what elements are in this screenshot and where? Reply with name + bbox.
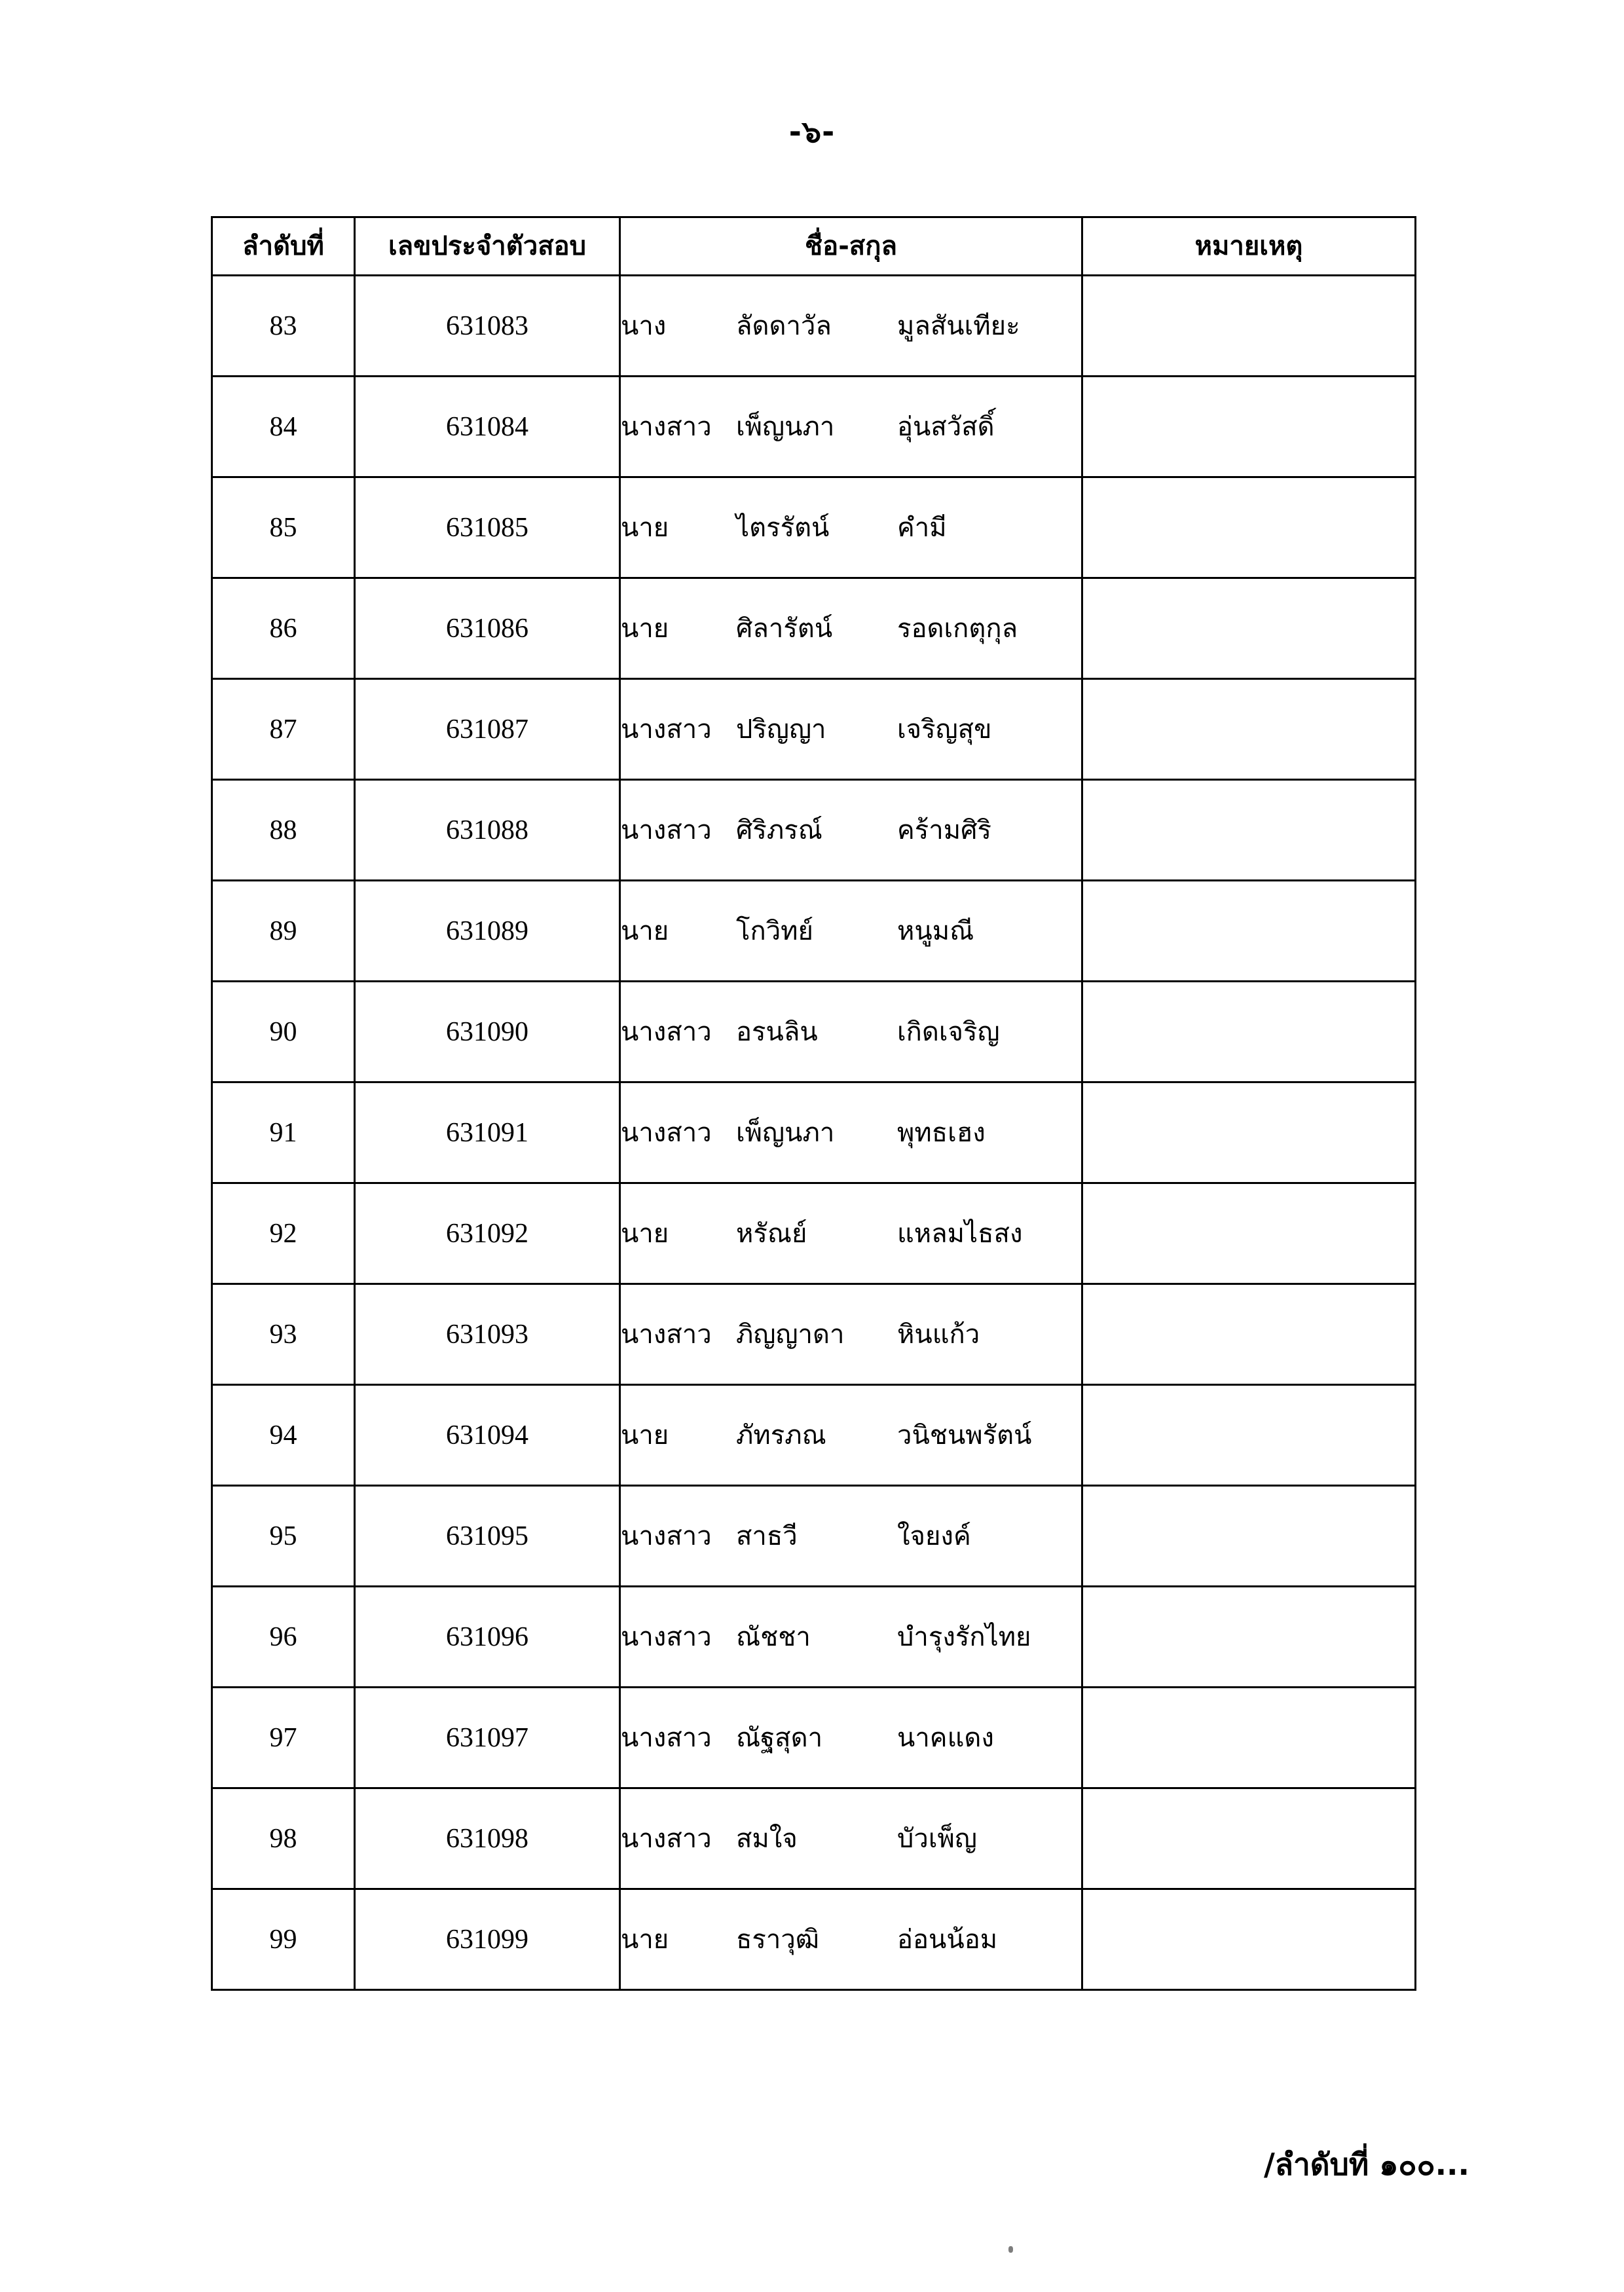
table-row <box>212 1284 1416 1385</box>
name-given: อรนลิน <box>736 1016 818 1047</box>
name-family: มูลสันเทียะ <box>897 310 1020 341</box>
name-given: สมใจ <box>736 1823 798 1854</box>
name-family: คำมี <box>897 512 947 543</box>
name-family: แหลมไธสง <box>897 1218 1023 1249</box>
name-parts <box>621 916 1081 946</box>
cell-remark <box>1082 477 1416 578</box>
cell-exam-code: 631099 <box>355 1889 620 1990</box>
name-given: ภัทรภณ <box>736 1420 826 1451</box>
name-family: บำรุงรักไทย <box>897 1621 1031 1652</box>
cell-full-name <box>620 1788 1082 1889</box>
cell-sequence: 99 <box>212 1889 355 1990</box>
name-title: นาย <box>621 915 669 946</box>
cell-full-name <box>620 276 1082 377</box>
name-title: นางสาว <box>621 1823 712 1854</box>
name-title: นางสาว <box>621 815 712 845</box>
name-given: เพ็ญนภา <box>736 1117 835 1148</box>
name-family: บัวเพ็ญ <box>897 1823 977 1854</box>
column-header-sequence: ลำดับที่ <box>212 217 355 276</box>
column-header-full-name: ชื่อ-สกุล <box>620 217 1082 276</box>
cell-exam-code: 631095 <box>355 1486 620 1587</box>
cell-exam-code: 631083 <box>355 276 620 377</box>
table-row <box>212 679 1416 780</box>
cell-exam-code: 631092 <box>355 1183 620 1284</box>
cell-remark <box>1082 1385 1416 1486</box>
cell-remark <box>1082 1587 1416 1688</box>
cell-exam-code: 631094 <box>355 1385 620 1486</box>
name-title: นางสาว <box>621 1117 712 1148</box>
name-parts <box>621 1723 1081 1753</box>
cell-full-name <box>620 1284 1082 1385</box>
name-parts <box>621 1320 1081 1350</box>
table-header-row <box>212 217 1416 276</box>
table-row <box>212 1385 1416 1486</box>
name-given: ปริญญา <box>736 714 826 745</box>
name-parts <box>621 614 1081 644</box>
table-row <box>212 578 1416 679</box>
table-row <box>212 477 1416 578</box>
name-title: นางสาว <box>621 1621 712 1652</box>
name-title: นางสาว <box>621 1016 712 1047</box>
name-given: โกวิทย์ <box>736 915 813 946</box>
cell-full-name <box>620 1688 1082 1788</box>
cell-sequence: 88 <box>212 780 355 881</box>
scan-artifact-speck <box>1008 2246 1013 2253</box>
footer-continuation-note: /ลำดับที่ ๑๐๐... <box>1263 2147 1469 2182</box>
cell-sequence: 90 <box>212 982 355 1082</box>
name-given: ลัดดาวัล <box>736 310 832 341</box>
column-header-exam-code: เลขประจำตัวสอบ <box>355 217 620 276</box>
name-family: หินแก้ว <box>897 1319 980 1350</box>
name-family: วนิชนพรัตน์ <box>897 1420 1032 1451</box>
table-row <box>212 1486 1416 1587</box>
cell-sequence: 86 <box>212 578 355 679</box>
name-given: หรัณย์ <box>736 1218 807 1249</box>
name-title: นาย <box>621 613 669 644</box>
name-title: นาย <box>621 512 669 543</box>
name-given: สาธวี <box>736 1521 798 1551</box>
cell-remark <box>1082 679 1416 780</box>
page-number: -๖- <box>788 114 836 149</box>
cell-remark <box>1082 881 1416 982</box>
cell-exam-code: 631086 <box>355 578 620 679</box>
column-header-remark: หมายเหตุ <box>1082 217 1416 276</box>
cell-sequence: 93 <box>212 1284 355 1385</box>
table-row <box>212 377 1416 477</box>
name-family: พุทธเฮง <box>897 1117 986 1148</box>
cell-remark <box>1082 1788 1416 1889</box>
name-given: ไตรรัตน์ <box>736 512 830 543</box>
name-title: นางสาว <box>621 714 712 745</box>
name-title: นางสาว <box>621 1521 712 1551</box>
name-parts <box>621 1824 1081 1854</box>
cell-full-name <box>620 477 1082 578</box>
cell-remark <box>1082 1284 1416 1385</box>
name-parts <box>621 714 1081 745</box>
name-parts <box>621 1521 1081 1551</box>
name-family: ใจยงค์ <box>897 1521 971 1551</box>
cell-full-name <box>620 679 1082 780</box>
name-family: หนูมณี <box>897 915 974 946</box>
cell-full-name <box>620 1587 1082 1688</box>
name-parts <box>621 1925 1081 1955</box>
cell-exam-code: 631088 <box>355 780 620 881</box>
name-given: เพ็ญนภา <box>736 411 835 442</box>
name-title: นางสาว <box>621 411 712 442</box>
name-family: อ่อนน้อม <box>897 1924 998 1955</box>
cell-exam-code: 631097 <box>355 1688 620 1788</box>
cell-sequence: 85 <box>212 477 355 578</box>
cell-sequence: 98 <box>212 1788 355 1889</box>
name-family: คร้ามศิริ <box>897 815 991 845</box>
name-parts <box>621 815 1081 845</box>
table-body <box>212 276 1416 1990</box>
table-row <box>212 881 1416 982</box>
name-given: ณัชชา <box>736 1621 811 1652</box>
table-row <box>212 1587 1416 1688</box>
cell-remark <box>1082 1486 1416 1587</box>
cell-sequence: 83 <box>212 276 355 377</box>
name-given: ภิญญาดา <box>736 1319 845 1350</box>
name-given: ศิริภรณ์ <box>736 815 822 845</box>
name-family: เกิดเจริญ <box>897 1016 1000 1047</box>
cell-exam-code: 631091 <box>355 1082 620 1183</box>
name-parts <box>621 1118 1081 1148</box>
cell-full-name <box>620 578 1082 679</box>
cell-full-name <box>620 1889 1082 1990</box>
cell-sequence: 96 <box>212 1587 355 1688</box>
table-row <box>212 1788 1416 1889</box>
cell-full-name <box>620 1082 1082 1183</box>
cell-remark <box>1082 780 1416 881</box>
name-title: นาย <box>621 1924 669 1955</box>
cell-exam-code: 631087 <box>355 679 620 780</box>
cell-full-name <box>620 881 1082 982</box>
cell-sequence: 92 <box>212 1183 355 1284</box>
table-row <box>212 1183 1416 1284</box>
name-title: นาย <box>621 1218 669 1249</box>
name-family: นาคแดง <box>897 1722 994 1753</box>
cell-exam-code: 631096 <box>355 1587 620 1688</box>
table-header <box>212 217 1416 276</box>
cell-sequence: 95 <box>212 1486 355 1587</box>
table-row <box>212 1688 1416 1788</box>
cell-sequence: 94 <box>212 1385 355 1486</box>
cell-exam-code: 631090 <box>355 982 620 1082</box>
candidate-roster-table-wrapper <box>211 216 1414 1991</box>
name-family: อุ่นสวัสดิ์ <box>897 411 995 442</box>
table-row <box>212 1889 1416 1990</box>
name-parts <box>621 412 1081 442</box>
name-title: นางสาว <box>621 1722 712 1753</box>
cell-exam-code: 631098 <box>355 1788 620 1889</box>
name-parts <box>621 1017 1081 1047</box>
cell-remark <box>1082 578 1416 679</box>
cell-full-name <box>620 780 1082 881</box>
cell-exam-code: 631093 <box>355 1284 620 1385</box>
name-parts <box>621 311 1081 341</box>
cell-sequence: 89 <box>212 881 355 982</box>
name-given: ณัฐสุดา <box>736 1722 823 1753</box>
cell-remark <box>1082 276 1416 377</box>
cell-remark <box>1082 1183 1416 1284</box>
cell-full-name <box>620 1486 1082 1587</box>
cell-remark <box>1082 1889 1416 1990</box>
cell-full-name <box>620 377 1082 477</box>
candidate-roster-table <box>211 216 1416 1991</box>
cell-full-name <box>620 1183 1082 1284</box>
cell-full-name <box>620 1385 1082 1486</box>
cell-full-name <box>620 982 1082 1082</box>
name-title: นาง <box>621 310 667 341</box>
cell-remark <box>1082 1082 1416 1183</box>
name-parts <box>621 1622 1081 1652</box>
cell-exam-code: 631085 <box>355 477 620 578</box>
cell-exam-code: 631084 <box>355 377 620 477</box>
table-row <box>212 780 1416 881</box>
table-row <box>212 276 1416 377</box>
cell-sequence: 87 <box>212 679 355 780</box>
cell-sequence: 84 <box>212 377 355 477</box>
table-row <box>212 1082 1416 1183</box>
name-family: รอดเกตุกุล <box>897 613 1018 644</box>
name-given: ธราวุฒิ <box>736 1924 819 1955</box>
name-parts <box>621 1219 1081 1249</box>
name-title: นาย <box>621 1420 669 1451</box>
name-parts <box>621 1420 1081 1451</box>
name-parts <box>621 513 1081 543</box>
name-title: นางสาว <box>621 1319 712 1350</box>
cell-remark <box>1082 982 1416 1082</box>
cell-sequence: 97 <box>212 1688 355 1788</box>
cell-sequence: 91 <box>212 1082 355 1183</box>
name-family: เจริญสุข <box>897 714 992 745</box>
cell-exam-code: 631089 <box>355 881 620 982</box>
name-given: ศิลารัตน์ <box>736 613 833 644</box>
cell-remark <box>1082 1688 1416 1788</box>
cell-remark <box>1082 377 1416 477</box>
table-row <box>212 982 1416 1082</box>
